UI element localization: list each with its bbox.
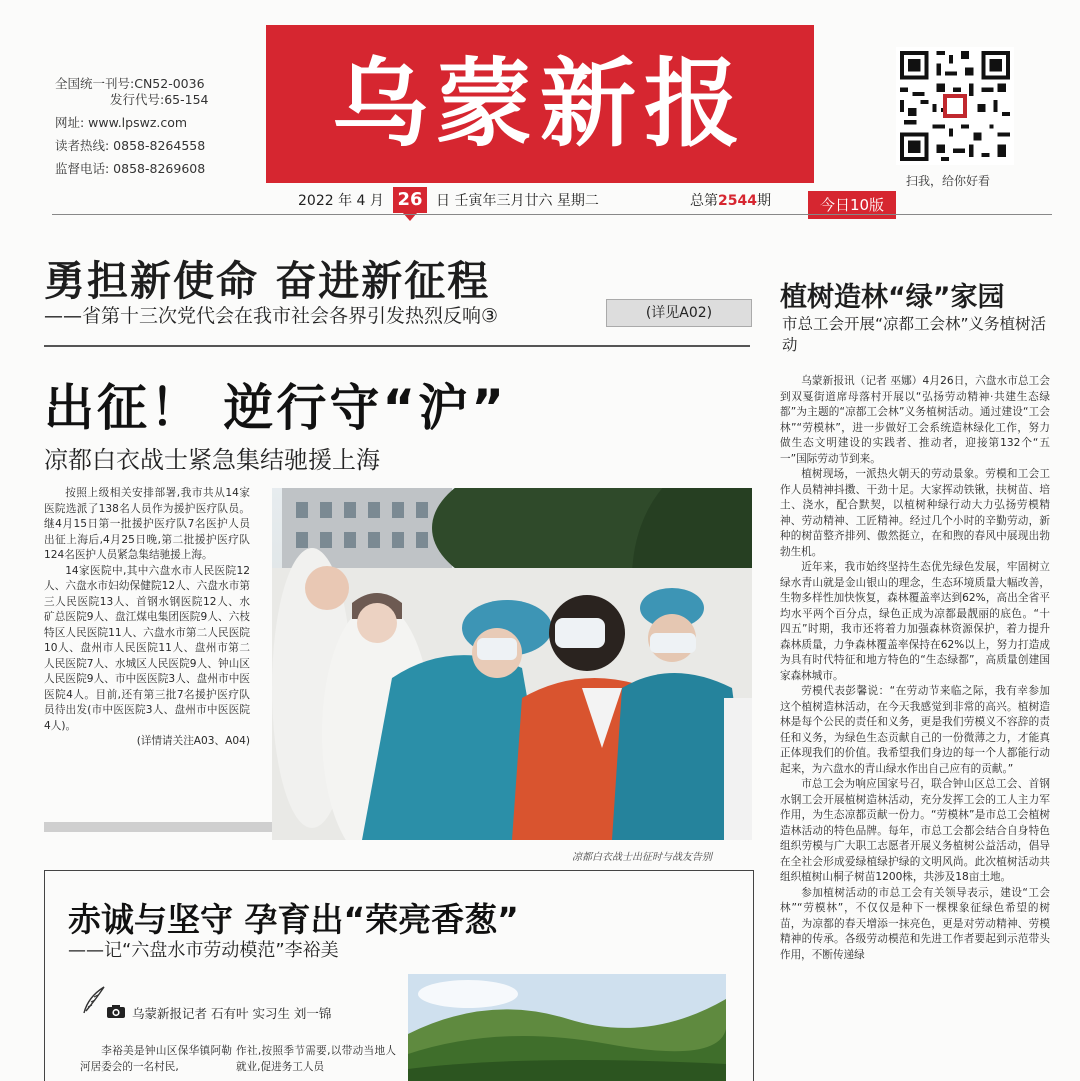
story1-body — [44, 486, 250, 750]
lead-headline: 勇担新使命 奋进新征程 — [44, 257, 491, 305]
qr-code-icon[interactable] — [896, 47, 1014, 165]
right-story-body — [780, 374, 1050, 963]
camera-icon — [106, 1004, 126, 1019]
story1-headline: 出征！ 逆行守“沪” — [44, 379, 508, 437]
issue-value: 2544 — [718, 193, 757, 209]
decorative-bar — [44, 822, 272, 832]
story1-photo-caption: 凉都白衣战士出征时与战友告别 — [572, 852, 712, 863]
info-line: 发行代号:65-154 — [110, 92, 209, 107]
paragraph: 参加植树活动的市总工会有关领导表示，建设“工会林”“劳模林”，不仅仅是种下一棵棵象征绿色希望的树苗，为凉都的春天增添一抹亮色，更是对劳动精神、劳模精神的传承。各级劳动模范和先进工作者要起到示范带头作用，不断传递绿 — [780, 886, 1050, 961]
pages-badge: 今日10版 — [808, 191, 896, 219]
date-suffix: 日 壬寅年三月廿六 星期二 — [436, 193, 599, 209]
info-line: 读者热线: 0858-8264558 — [55, 138, 206, 153]
info-line: 网址: www.lpswz.com — [55, 115, 188, 130]
newspaper-title: 乌蒙新报 — [332, 47, 748, 160]
issue-suffix: 期 — [756, 193, 771, 209]
paragraph: 作社,按照季节需要,以带动当地人就业,促进务工人员 — [236, 1045, 396, 1073]
paragraph: 植树现场，一派热火朝天的劳动景象。劳模和工会工作人员精神抖擞、干劲十足。大家挥动铁锹，扶树苗、培土、浇水，配合默契，以植树种绿行动大力弘扬劳模精神、劳动精神、工匠精神。经过几个小时的辛勤劳动，新种的树苗整齐排列、傲然挺立，在和煦的春风中展现出勃勃生机。 — [780, 468, 1050, 558]
paragraph: 劳模代表彭馨说：“在劳动节来临之际，我有幸参加这个植树造林活动，在今天我感觉到非常的高兴。植树造林是每个公民的责任和义务，更是我们劳模义不容辞的责任和义务，为绿色生态贡献自己的一份微薄之力，才能真正体现我们的价值。我希望我们身边的每一个人都能行动起来，为六盘水的青山绿水作出自己应有的贡献。” — [780, 685, 1050, 775]
divider — [52, 214, 1052, 215]
see-more-link[interactable]: (详见A02) — [606, 299, 752, 327]
story2-byline: 乌蒙新报记者 石有叶 实习生 刘一锦 — [132, 1006, 332, 1021]
info-line: 监督电话: 0858-8269608 — [55, 161, 206, 176]
day-badge: 26 — [393, 187, 427, 213]
right-story-subheadline: 市总工会开展“凉都工会林”义务植树活动 — [782, 315, 1047, 354]
story2-subheadline: ——记“六盘水市劳动模范”李裕美 — [68, 940, 339, 961]
story1-subheadline: 凉都白衣战士紧急集结驰援上海 — [44, 446, 380, 474]
qr-caption: 扫我，给你好看 — [906, 174, 991, 188]
publication-info — [55, 76, 255, 177]
paragraph: 近年来，我市始终坚持生态优先绿色发展，牢固树立绿水青山就是金山银山的理念，生态环境质量大幅改善，生物多样性加快恢复，森林覆盖率达到62%，高出全省平均水平两个百分点，绿色正成为凉都最靓丽的底色。“十四五”时期，我市还将着力加强森林资源保护，着力提升森林质量，力争森林覆盖率保持在62%以上，努力打造成为具有时代特征和地方特色的“生态绿都”，高质量创建国家森林城市。 — [780, 561, 1050, 682]
quill-icon — [80, 985, 106, 1015]
lead-subheadline: ——省第十三次党代会在我市社会各界引发热烈反响③ — [44, 305, 499, 327]
divider — [44, 345, 750, 347]
paragraph: 14家医院中,其中六盘水市人民医院12人、六盘水市妇幼保健院12人、六盘水市第三人民医院13人、首钢水钢医院12人、水矿总医院9人、盘江煤电集团医院9人、六枝特区人民医院11人、六盘水市第二人民医院10人、盘州市人民医院11人、盘州市第二人民医院7人、水城区人民医院9人、钟山区人民医院9人、市中医医院3人、盘州市中医医院4人。目前,还有第三批7名援护医疗队员待出发(市中医医院3人、盘州市中医医院4人)。 — [44, 564, 250, 732]
story1-photo — [272, 488, 752, 840]
paragraph: 按照上级相关安排部署,我市共从14家医院选派了138名人员作为援护医疗队员。继4月15日第一批援护医疗队7名医护人员出征上海后,4月25日晚,第二批援护医疗队124名医护人员紧急集结驰援上海。 — [44, 487, 250, 561]
story2-headline: 赤诚与坚守 孕育出“荣亮香葱” — [68, 900, 519, 939]
paragraph: 乌蒙新报讯（记者 巫娜）4月26日，六盘水市总工会到双戛街道席母落村开展以“弘扬劳动精神·共建生态绿都”为主题的“凉都工会林”义务植树活动。通过建设“工会林”“劳模林”，进一步做好工会系统造林绿化工作，努力做生态文明建设的实践者、推动者，迎接第132个“五一”国际劳动节到来。 — [780, 375, 1050, 465]
date-prefix: 2022 年 4 月 — [298, 193, 384, 209]
paragraph: 市总工会为响应国家号召，联合钟山区总工会、首钢水钢工会开展植树造林活动，充分发挥工会的工人主力军作用，为生态凉都贡献一份力。“劳模林”是市总工会植树造林活动的特色品牌。每年，市总工会都会结合自身特色组织劳模与广大职工志愿者开展义务植树公益活动，倡导在全社会形成爱绿植绿护绿的文明风尚。此次植树活动共组织植树山桐子树苗1200株，共涉及18亩土地。 — [780, 778, 1050, 883]
issue-number — [690, 190, 771, 210]
story2-body-col2 — [236, 1044, 396, 1075]
story2-body-col1 — [80, 1044, 232, 1075]
right-story-headline: 植树造林“绿”家园 — [780, 282, 1005, 313]
paragraph: 李裕美是钟山区保华镇阿勒河居委会的一名村民, — [80, 1045, 232, 1073]
info-line: 全国统一刊号:CN52-0036 — [55, 76, 205, 91]
masthead-banner — [266, 25, 814, 183]
story2-photo — [408, 974, 726, 1081]
story1-more-link[interactable]: (详情请关注A03、A04) — [136, 735, 250, 747]
issue-prefix: 总第 — [690, 193, 718, 209]
